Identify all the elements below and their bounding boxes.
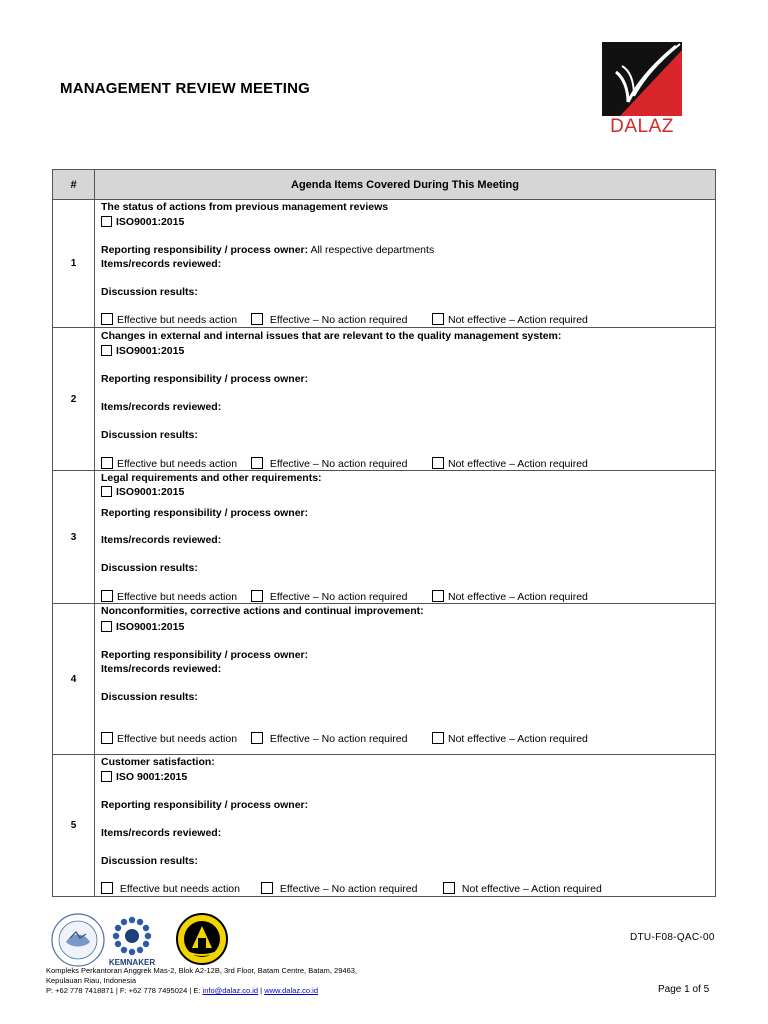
certification-logos	[46, 912, 246, 968]
discussion-results-label: Discussion results:	[101, 286, 198, 298]
kemnaker-label: KEMNAKER	[108, 958, 156, 967]
option-label: Effective – No action required	[279, 883, 418, 895]
option-effective-needs-action	[101, 882, 240, 895]
standard-option	[101, 345, 184, 357]
table-row	[53, 604, 716, 755]
checkbox[interactable]	[101, 590, 113, 602]
option-effective-no-action	[251, 732, 407, 745]
owner-label: Reporting responsibility / process owner:	[101, 507, 309, 519]
dalaz-logo-text: DALAZ	[610, 116, 674, 137]
agenda-item-title: The status of actions from previous management reviews	[101, 201, 389, 213]
row-number: 2	[53, 328, 95, 471]
option-effective-no-action	[261, 882, 417, 895]
standard-checkbox[interactable]	[101, 216, 112, 227]
standard-checkbox[interactable]	[101, 345, 112, 356]
option-label: Effective – No action required	[269, 591, 408, 603]
option-not-effective	[432, 457, 588, 470]
items-reviewed-label: Items/records reviewed:	[101, 258, 222, 270]
checkbox[interactable]	[101, 882, 113, 894]
option-label: Not effective – Action required	[448, 733, 588, 745]
option-label: Effective but needs action	[117, 591, 238, 603]
owner-label: Reporting responsibility / process owner:	[101, 244, 309, 256]
option-label: Not effective – Action required	[448, 314, 588, 326]
discussion-results-label: Discussion results:	[101, 691, 198, 703]
standard-checkbox[interactable]	[101, 486, 112, 497]
standard-label: ISO 9001:2015	[116, 771, 188, 783]
checkbox[interactable]	[443, 882, 455, 894]
company-address	[46, 966, 357, 996]
website-link[interactable]: www.dalaz.co.id	[264, 986, 318, 995]
agenda-item-title: Nonconformities, corrective actions and continual improvement:	[101, 605, 424, 617]
checkbox[interactable]	[432, 457, 444, 469]
checkbox[interactable]	[101, 313, 113, 325]
items-reviewed-label: Items/records reviewed:	[101, 663, 222, 675]
table-row	[53, 471, 716, 604]
standard-label: ISO9001:2015	[116, 216, 185, 228]
standard-label: ISO9001:2015	[116, 486, 185, 498]
items-reviewed-label: Items/records reviewed:	[101, 401, 222, 413]
checkbox[interactable]	[432, 590, 444, 602]
standard-label: ISO9001:2015	[116, 621, 185, 633]
items-reviewed-label: Items/records reviewed:	[101, 534, 222, 546]
column-header-number: #	[53, 170, 95, 200]
table-row	[53, 200, 716, 328]
option-effective-needs-action	[101, 732, 237, 745]
standard-checkbox[interactable]	[101, 621, 112, 632]
owner-label: Reporting responsibility / process owner:	[101, 799, 309, 811]
option-label: Not effective – Action required	[461, 883, 602, 895]
standard-option	[101, 771, 187, 783]
owner-value: All respective departments	[310, 244, 435, 256]
agenda-item-title: Legal requirements and other requirements:	[101, 472, 322, 484]
option-label: Effective but needs action	[117, 458, 238, 470]
discussion-results-label: Discussion results:	[101, 562, 198, 574]
row-number: 3	[53, 471, 95, 604]
standard-label: ISO9001:2015	[116, 345, 185, 357]
option-label: Effective but needs action	[119, 883, 240, 895]
address-line-1: Kompleks Perkantoran Anggrek Mas-2, Blok A2-12B, 3rd Floor, Batam Centre, Batam, 29463,	[46, 966, 357, 975]
row-number: 5	[53, 755, 95, 897]
option-label: Not effective – Action required	[448, 591, 588, 603]
option-not-effective	[432, 313, 588, 326]
owner-line	[101, 244, 434, 256]
email-link[interactable]: info@dalaz.co.id	[202, 986, 259, 995]
option-effective-no-action	[251, 590, 407, 603]
option-label: Effective – No action required	[269, 458, 408, 470]
owner-label: Reporting responsibility / process owner:	[101, 649, 309, 661]
footer-logo-set	[46, 912, 246, 968]
owner-label: Reporting responsibility / process owner:	[101, 373, 309, 385]
option-label: Effective but needs action	[117, 314, 238, 326]
option-label: Not effective – Action required	[448, 458, 588, 470]
table-row	[53, 328, 716, 471]
option-label: Effective – No action required	[269, 733, 408, 745]
option-not-effective	[432, 732, 588, 745]
checkbox[interactable]	[251, 313, 263, 325]
contact-phone-fax: P: +62 778 7418871 | F: +62 778 7495024 | E:	[46, 986, 203, 995]
checkbox[interactable]	[432, 313, 444, 325]
option-effective-no-action	[251, 313, 407, 326]
checkbox[interactable]	[261, 882, 273, 894]
items-reviewed-label: Items/records reviewed:	[101, 827, 222, 839]
discussion-results-label: Discussion results:	[101, 855, 198, 867]
checkbox[interactable]	[101, 732, 113, 744]
option-label: Effective – No action required	[269, 314, 408, 326]
option-effective-no-action	[251, 457, 407, 470]
agenda-item-cell	[95, 328, 716, 471]
option-not-effective	[432, 590, 588, 603]
kemnaker-logo-icon	[109, 917, 155, 967]
table-header-row	[53, 170, 716, 200]
agenda-item-title: Changes in external and internal issues that are relevant to the quality management system:	[101, 330, 562, 342]
standard-option	[101, 486, 184, 498]
agenda-table	[52, 169, 716, 897]
option-effective-needs-action	[101, 457, 237, 470]
dalaz-logo-mark-icon	[602, 42, 682, 116]
checkbox[interactable]	[251, 457, 263, 469]
row-number: 4	[53, 604, 95, 755]
page-title: MANAGEMENT REVIEW MEETING	[60, 80, 311, 97]
quality-management-seal-icon	[52, 914, 104, 966]
option-effective-needs-action	[101, 313, 237, 326]
agenda-item-cell	[95, 471, 716, 604]
agenda-item-cell	[95, 200, 716, 328]
column-header-agenda: Agenda Items Covered During This Meeting	[95, 170, 716, 200]
document-number: DTU-F08-QAC-00	[630, 932, 715, 943]
option-effective-needs-action	[101, 590, 237, 603]
option-not-effective	[443, 882, 602, 895]
address-line-2: Kepulauan Riau, Indonesia	[46, 976, 137, 985]
discussion-results-label: Discussion results:	[101, 429, 198, 441]
checkbox[interactable]	[251, 590, 263, 602]
contact-separator: |	[258, 986, 265, 995]
standard-option	[101, 621, 184, 633]
checkbox[interactable]	[251, 732, 263, 744]
row-number: 1	[53, 200, 95, 328]
checkbox[interactable]	[101, 457, 113, 469]
contact-line	[46, 986, 357, 996]
dalaz-logo	[602, 42, 682, 138]
standard-checkbox[interactable]	[101, 771, 112, 782]
agenda-item-cell	[95, 604, 716, 755]
option-label: Effective but needs action	[117, 733, 238, 745]
checkbox[interactable]	[432, 732, 444, 744]
standard-option	[101, 216, 184, 228]
page-number: Page 1 of 5	[658, 984, 710, 995]
table-row	[53, 755, 716, 897]
agenda-item-title: Customer satisfaction:	[101, 756, 215, 768]
agenda-item-cell	[95, 755, 716, 897]
emblem-seal-icon	[177, 914, 227, 964]
